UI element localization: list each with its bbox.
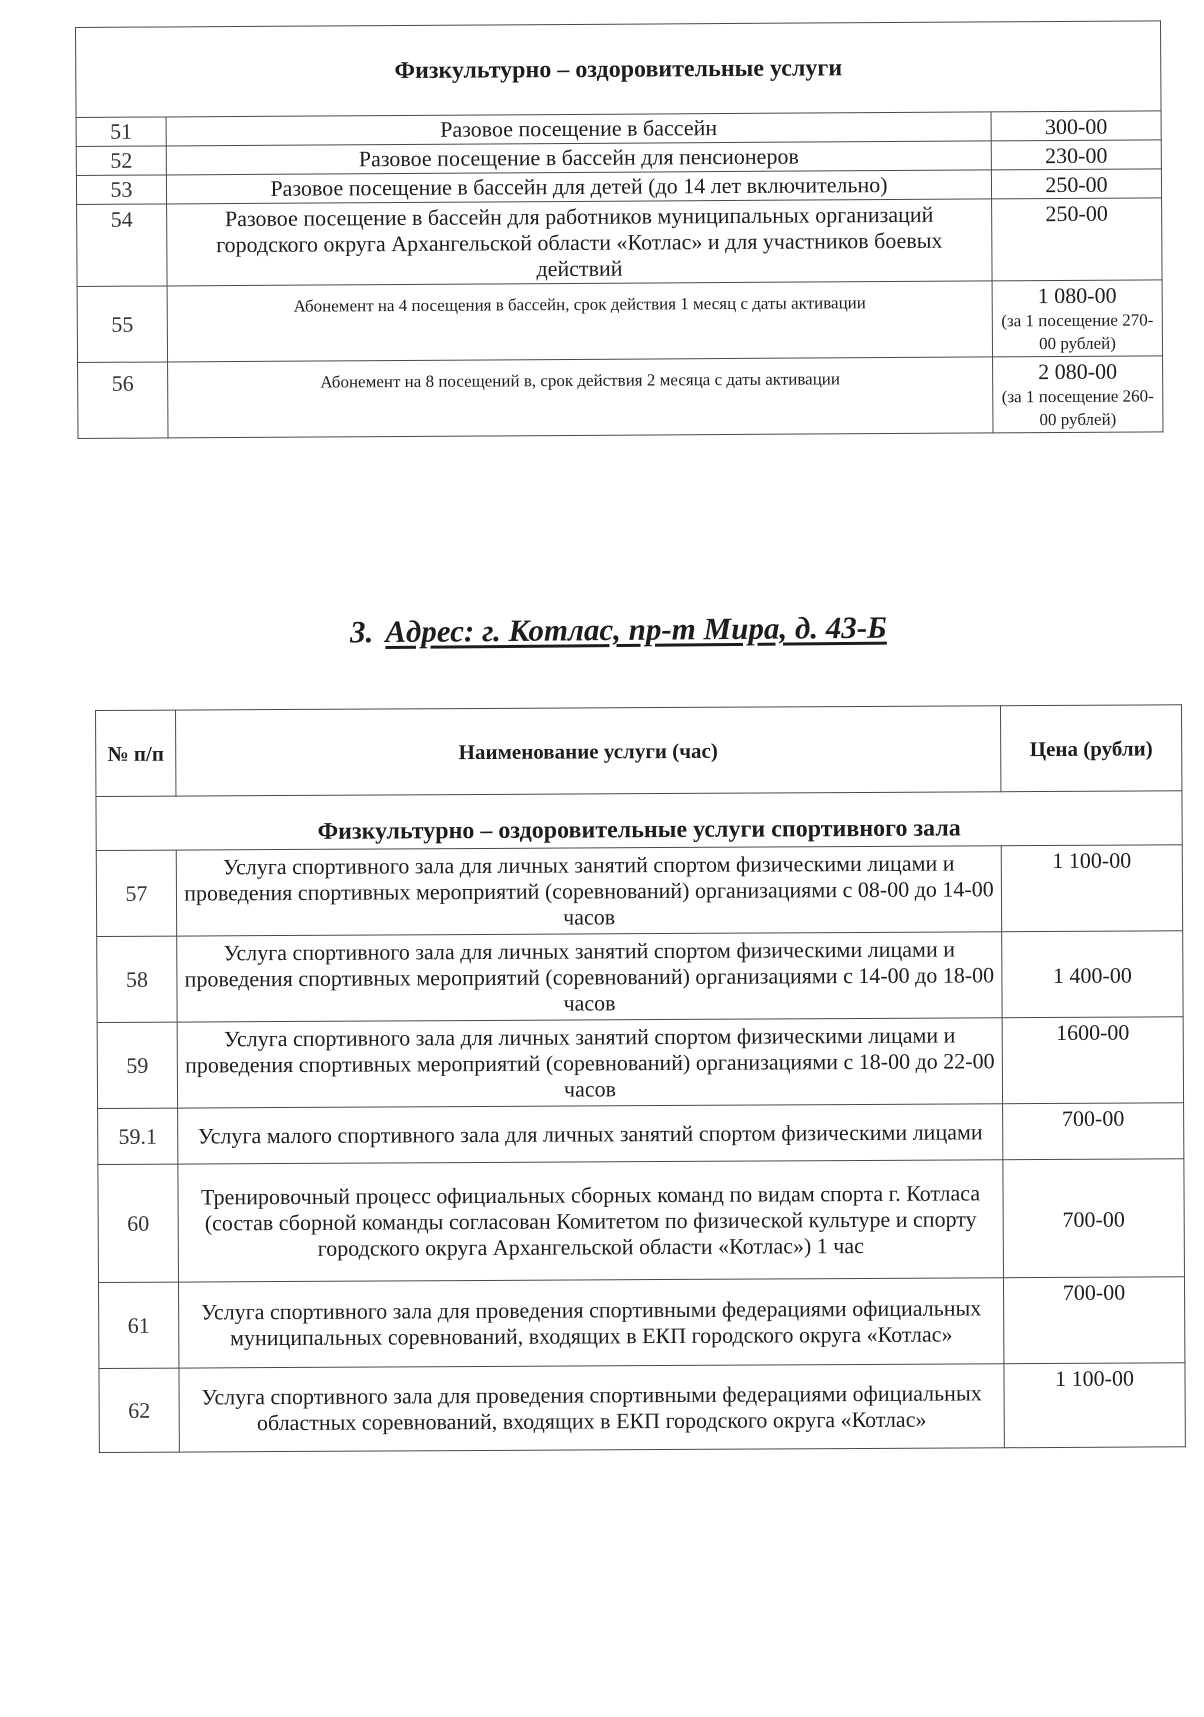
- row-number: 52: [76, 146, 166, 176]
- service-price: 1600-00: [1002, 1017, 1183, 1104]
- service-price: 1 100-00: [1004, 1363, 1185, 1448]
- row-number: 58: [97, 936, 177, 1022]
- table-row: [98, 1103, 1184, 1165]
- service-name: Разовое посещение в бассейн для пенсионеров: [166, 141, 991, 175]
- service-price: 230-00: [991, 140, 1161, 170]
- service-name: Абонемент на 8 посещений в, срок действия 2 месяца с даты активации: [168, 357, 993, 438]
- section-title: Физкультурно – оздоровительные услуги спортивного зала: [96, 791, 1182, 851]
- table-row: [78, 356, 1163, 439]
- price-note: (за 1 посещение 270-00 рублей): [1001, 310, 1154, 354]
- service-name: Услуга спортивного зала для проведения спортивными федерациями официальных областных соревнований, входящих в ЕКП городского округа «Котлас»: [179, 1364, 1004, 1452]
- table-row: [98, 1159, 1185, 1283]
- row-number: 53: [76, 175, 166, 205]
- table-row: [97, 1017, 1183, 1109]
- service-price: 700-00: [1003, 1103, 1184, 1160]
- row-number: 56: [78, 362, 168, 439]
- service-name: Услуга спортивного зала для проведения спортивными федерациями официальных муниципальных соревнований, входящих в ЕКП городского округа «Котлас»: [178, 1278, 1003, 1368]
- table-row: [77, 280, 1162, 363]
- service-price: 2 080-00: [1038, 358, 1118, 385]
- address-heading: [350, 610, 887, 651]
- row-number: 61: [98, 1282, 178, 1368]
- service-name: Разовое посещение в бассейн: [166, 112, 991, 146]
- table-row: [99, 1363, 1185, 1453]
- service-name: Тренировочный процесс официальных сборных команд по видам спорта г. Котласа (состав сборной команды согласован Комитетом по физической культуре и спорту городского округа Архангельской области «Котлас») 1 час: [178, 1160, 1004, 1282]
- service-name: Абонемент на 4 посещения в бассейн, срок действия 1 месяц с даты активации: [167, 281, 992, 362]
- table-row: [98, 1277, 1184, 1369]
- address-text: Адрес: г. Котлас, пр-т Мира, д. 43-Б: [385, 609, 887, 650]
- service-price: 700-00: [1003, 1277, 1184, 1364]
- table-row: [77, 198, 1162, 287]
- table-header-row: [96, 705, 1182, 797]
- row-number: 60: [98, 1164, 179, 1282]
- row-number: 57: [96, 850, 176, 936]
- table-row: [97, 931, 1183, 1023]
- service-price: 250-00: [991, 169, 1161, 199]
- table-row: [96, 845, 1182, 937]
- service-price: 1 400-00: [1002, 931, 1183, 1018]
- row-number: 54: [77, 204, 167, 287]
- service-name: Разовое посещение в бассейн для детей (до 14 лет включительно): [166, 170, 991, 204]
- row-number: 51: [76, 117, 166, 147]
- section-title-row: [96, 791, 1182, 851]
- address-number: 3.: [349, 614, 374, 650]
- service-price-cell: [993, 356, 1163, 433]
- header-price: Цена (рубли): [1000, 705, 1181, 792]
- service-name: Услуга спортивного зала для личных занятий спортом физическими лицами и проведения спортивных мероприятий (соревнований) организациями с 08-00 до 14-00 часов: [176, 846, 1001, 936]
- service-price-cell: [992, 280, 1162, 357]
- row-number: 59.1: [98, 1108, 178, 1164]
- sports-hall-services-table: [95, 704, 1186, 1453]
- section-title-row: [76, 21, 1162, 118]
- service-price: 1 080-00: [1037, 282, 1117, 309]
- row-number: 62: [99, 1368, 179, 1452]
- row-number: 59: [97, 1022, 177, 1108]
- service-price: 300-00: [991, 111, 1161, 141]
- header-number: № п/п: [96, 710, 176, 796]
- service-price: 1 100-00: [1001, 845, 1182, 932]
- service-name: Разовое посещение в бассейн для работников муниципальных организаций городского округа Архангельской области «Котлас» и для участников боевых действий: [167, 199, 992, 286]
- row-number: 55: [77, 286, 167, 363]
- service-name: Услуга спортивного зала для личных занятий спортом физическими лицами и проведения спортивных мероприятий (соревнований) организациями с 14-00 до 18-00 часов: [177, 932, 1002, 1022]
- service-price: 700-00: [1003, 1159, 1185, 1278]
- service-name: Услуга спортивного зала для личных занятий спортом физическими лицами и проведения спортивных мероприятий (соревнований) организациями с 18-00 до 22-00 часов: [177, 1018, 1002, 1108]
- section-title: Физкультурно – оздоровительные услуги: [76, 21, 1162, 118]
- service-price: 250-00: [992, 198, 1162, 281]
- header-service-name: Наименование услуги (час): [176, 706, 1001, 796]
- price-note: (за 1 посещение 260-00 рублей): [1001, 386, 1154, 430]
- service-name: Услуга малого спортивного зала для личных занятий спортом физическими лицами: [178, 1104, 1003, 1164]
- pool-services-table: [75, 20, 1163, 439]
